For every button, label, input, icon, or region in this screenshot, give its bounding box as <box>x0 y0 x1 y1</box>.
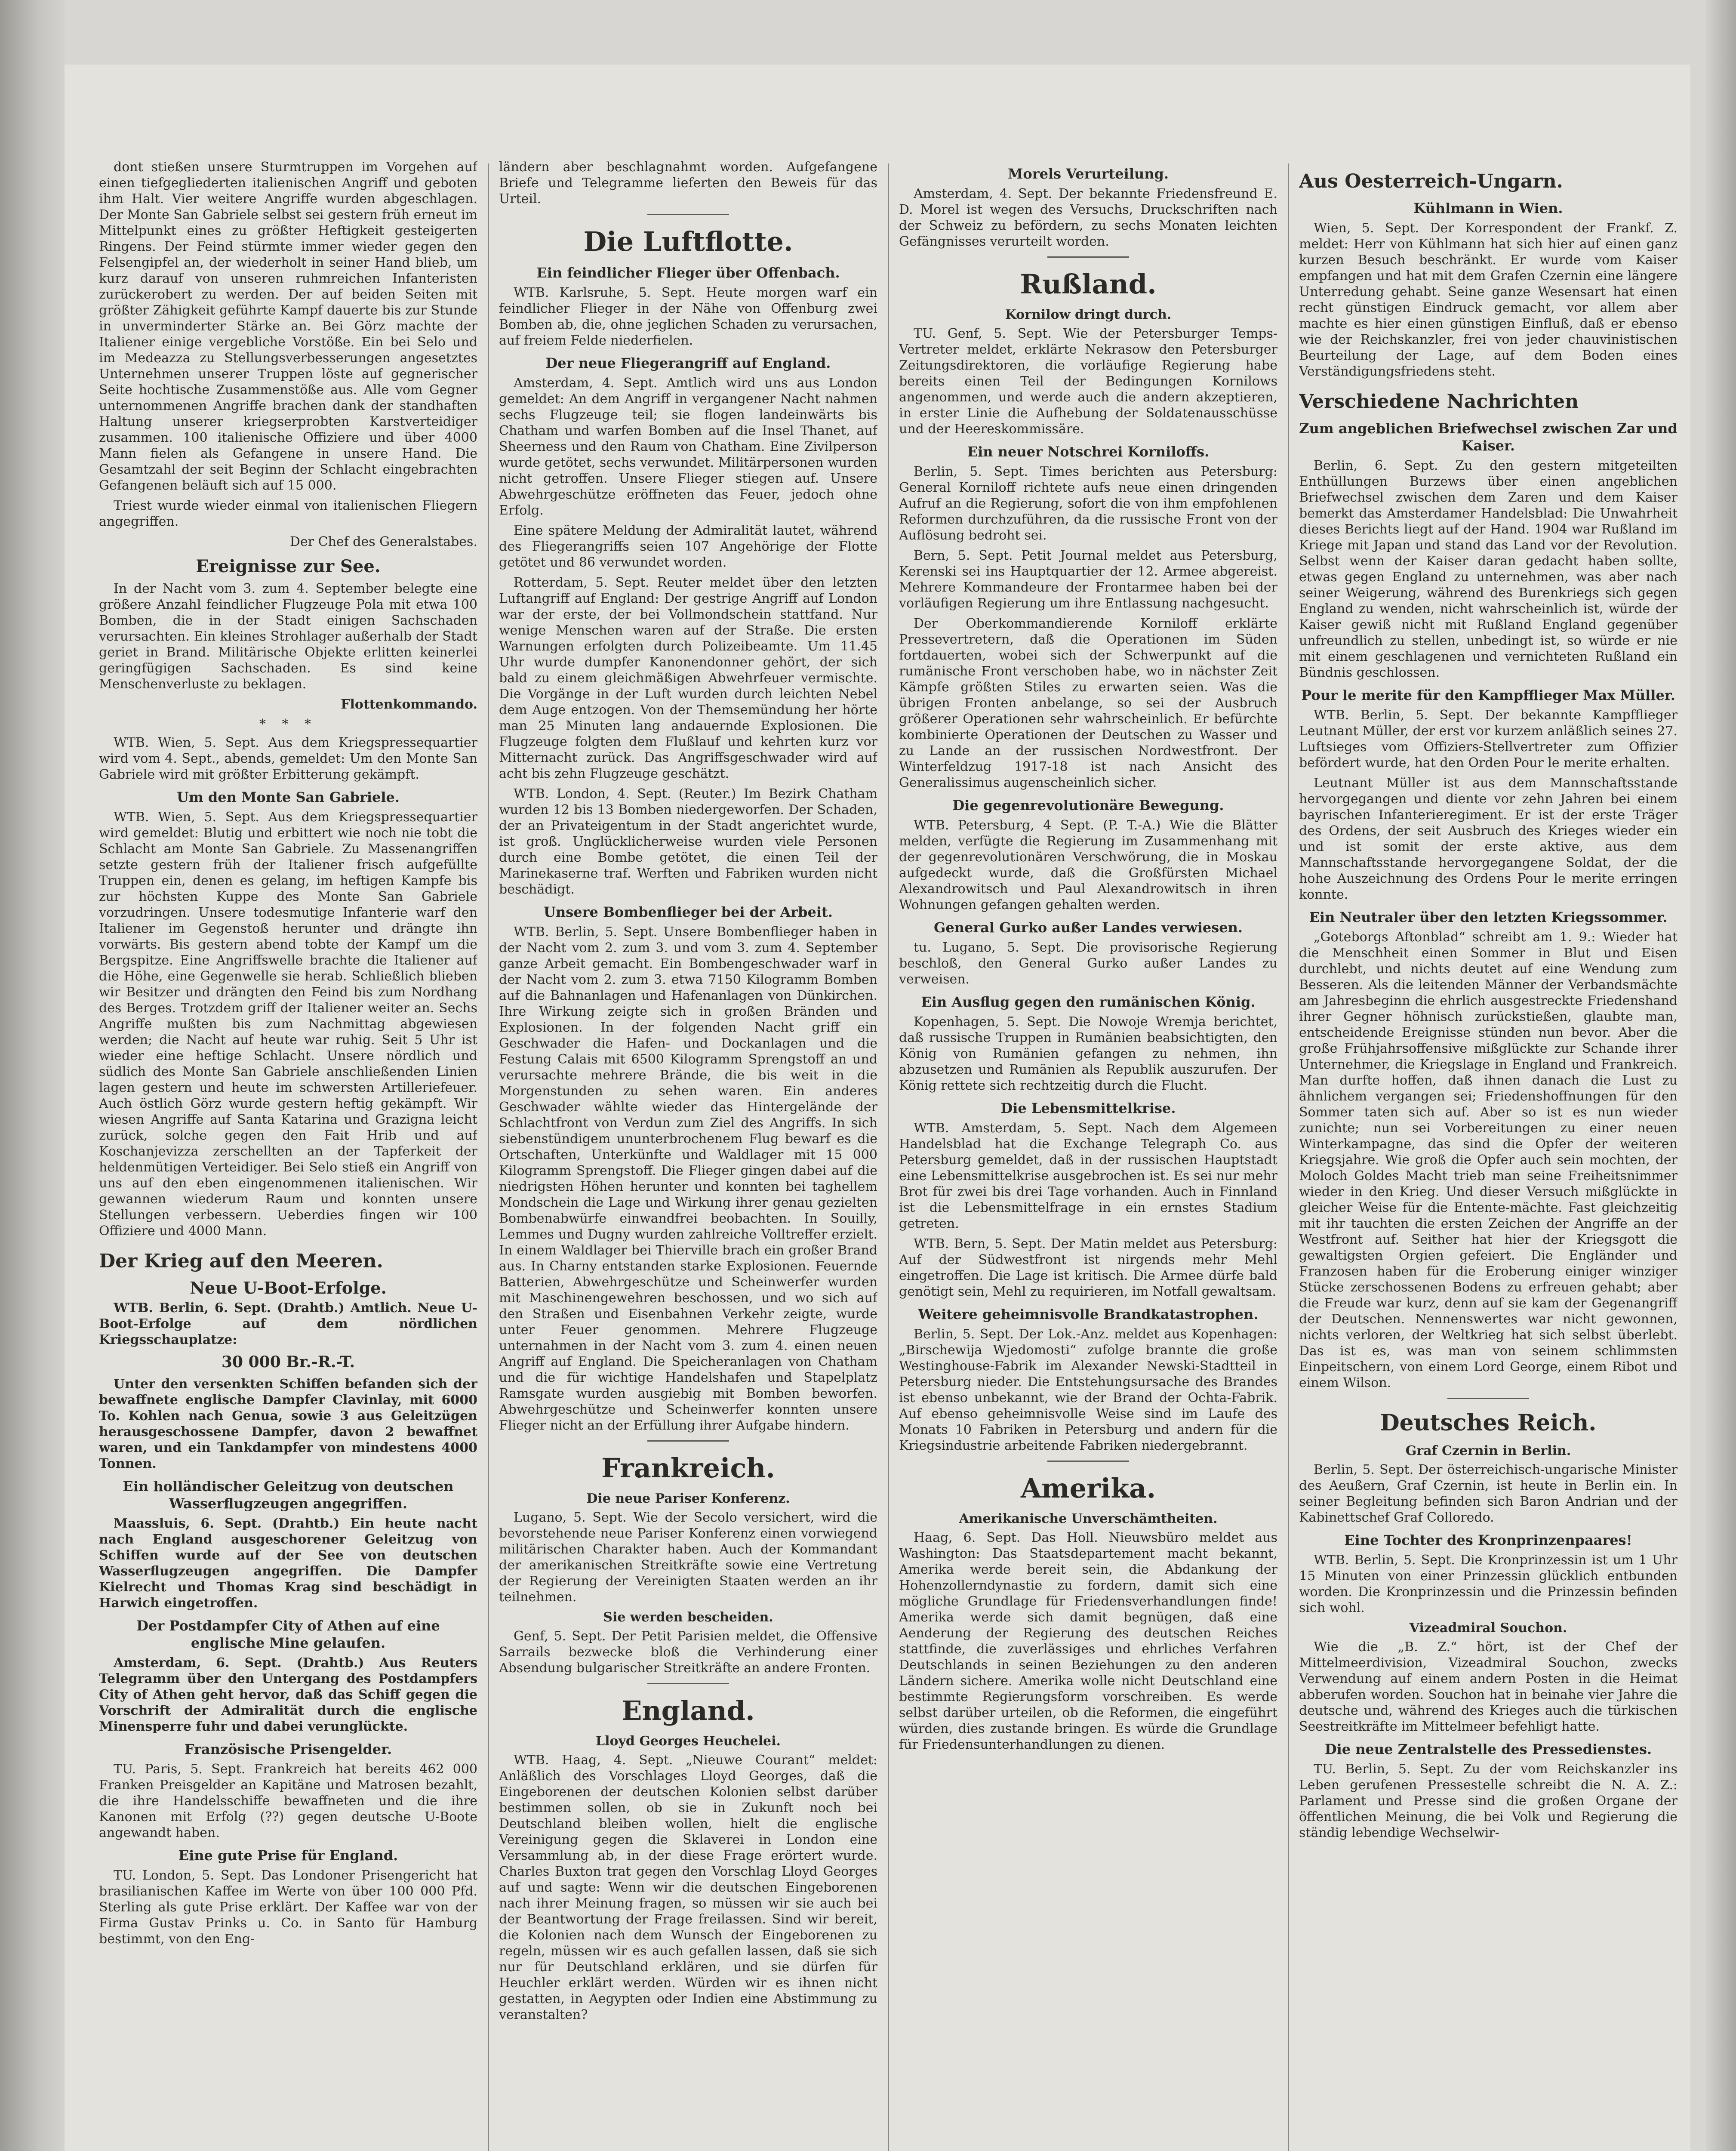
divider <box>647 214 729 215</box>
paragraph: Wie die „B. Z.“ hört, ist der Chef der Mittelmeerdivision, Vizeadmiral Souchon, zwecks Verwendung auf einem andern Posten in die Heimat abberufen worden. Souchon hat in beinahe vier Jahre die deutsche und, während des Krieges auch die türkischen Seestreitkräfte im Mittelmeer befehligt hatte. <box>1299 1639 1678 1734</box>
paragraph: Leutnant Müller ist aus dem Mannschaftsstande hervorgegangen und diente vor zehn Jahren bei einem bayrischen Infanterieregiment. Er ist der erste Träger des Ordens, der seit Ausbruch des Krieges wieder ein und ist somit der erste aktive, aus dem Mannschaftsstande hervorgegangene Soldat, der die hohe Auszeichnung des Ordens Pour le merite erringen konnte. <box>1299 776 1678 902</box>
article-heading: Zum angeblichen Briefwechsel zwischen Zar und Kaiser. <box>1299 420 1678 454</box>
separator-stars: * * * <box>259 717 317 732</box>
paragraph: Unter den versenkten Schiffen befanden sich der bewaffnete englische Dampfer Clavinlay, mit 6000 To. Kohlen nach Genua, sowie 3 aus Geleitzügen herausgeschossene Dampfer, davon 2 bewaffnet waren, und ein Tankdampfer von mindestens 4000 Tonnen. <box>99 1377 477 1471</box>
article-heading: Eine gute Prise für England. <box>178 1847 398 1864</box>
paragraph: Berlin, 5. Sept. Der österreichisch-ungarische Minister des Aeußern, Graf Czernin, ist heute in Berlin ein. In seiner Begleitung befinden sich Baron Andrian und der Kabinettschef Graf Colloredo. <box>1299 1462 1678 1525</box>
paragraph: Berlin, 5. Sept. Der Lok.-Anz. meldet aus Kopenhagen: „Birschewija Wjedomosti“ zufolge brannte die große Westinghouse-Fabrik im Alexander Newski-Stadtteil in Petersburg nieder. Die Entstehungsursache des Brandes ist ebenso unbekannt, wie der Brand der Ochta-Fabrik. Auf ebenso geheimnisvolle Weise sind im Laufe des Monats 10 Fabriken in Petersburg und andern für die Kriegsindustrie arbeitende Fabriken niedergebrannt. <box>899 1327 1277 1453</box>
section-heading: Frankreich. <box>601 1452 775 1484</box>
paragraph: In der Nacht vom 3. zum 4. September belegte eine größere Anzahl feindlicher Flugzeuge Pola mit etwa 100 Bomben, die in der Stadt einigen Sachschaden verursachten. Ein kleines Strohlager außerhalb der Stadt geriet in Brand. Militärische Objekte erlitten keinerlei geringfügigen Sachschaden. Es sind keine Menschenverluste zu beklagen. <box>99 581 477 692</box>
article-heading: Die neue Pariser Konferenz. <box>586 1491 790 1506</box>
section-heading: England. <box>622 1695 755 1726</box>
section-heading: Die Luftflotte. <box>583 226 793 257</box>
paragraph: WTB. Berlin, 6. Sept. (Drahtb.) Amtlich. Neue U-Boot-Erfolge auf dem nördlichen Kriegsschauplatze: <box>99 1300 477 1347</box>
article-heading: Weitere geheimnisvolle Brandkatastrophen. <box>918 1306 1259 1322</box>
article-heading: Der Postdampfer City of Athen auf eine englische Mine gelaufen. <box>136 1618 440 1651</box>
paragraph: Kopenhagen, 5. Sept. Die Nowoje Wremja berichtet, daß russische Truppen in Rumänien beabsichtigten, den König von Rumänien gefangen zu nehmen, ihn abzusetzen und Rumänien als Republik auszurufen. Der König rettete sich rechtzeitig durch die Flucht. <box>899 1014 1277 1093</box>
scan-left-edge <box>0 0 65 2151</box>
section-heading: Amerika. <box>1020 1473 1156 1504</box>
article-heading: Eine Tochter des Kronprinzenpaares! <box>1344 1532 1632 1548</box>
column-4 <box>1299 159 1678 2151</box>
article-heading: Vizeadmiral Souchon. <box>1409 1621 1567 1636</box>
paragraph: WTB. Bern, 5. Sept. Der Matin meldet aus Petersburg: Auf der Südwestfront ist nirgends mehr Mehl eingetroffen. Die Lage ist kritisch. Die Armee dürfe bald genötigt sein, Mehl zu requirieren, im Notfall gewaltsam. <box>899 1236 1277 1299</box>
divider <box>1447 1398 1529 1399</box>
paragraph: ländern aber beschlagnahmt worden. Aufgefangene Briefe und Telegramme lieferten den Beweis für das Urteil. <box>499 160 877 206</box>
column-rule <box>488 163 489 2151</box>
paragraph: Haag, 6. Sept. Das Holl. Nieuwsbüro meldet aus Washington: Das Staatsdepartement macht bekannt, Amerika werde bereit sein, die Abdankung der Hohenzollerndynastie zu fordern, damit sich eine mögliche Grundlage für Friedensverhandlungen finde! Amerika werde sich damit begnügen, daß eine Aenderung der Regierung des deutschen Reiches stattfinde, die zuverlässiges und ehrliches Verfahren Deutschlands in seinen Beziehungen zu den anderen Ländern sichere. Amerika wolle nicht Deutschland eine bestimmte Regierungsform vorschreiben. Es werde selbst darüber urteilen, ob die Reformen, die eingeführt würden, dies zustande bringen. Es würde die Grundlage für Friedensunterhandlungen zu dienen. <box>899 1530 1277 1752</box>
tonnage-figure: 30 000 Br.-R.-T. <box>222 1353 355 1371</box>
column-rule <box>888 163 889 2151</box>
article-heading: Kornilow dringt durch. <box>1005 307 1172 322</box>
paragraph: Maassluis, 6. Sept. (Drahtb.) Ein heute nacht nach England ausgeschorener Geleitzug von Schiffen wurde auf der See von deutschen Wasserflugzeugen angegriffen. Die Dampfer Kielrecht und Thomas Krag sind beschädigt in Harwich eingetroffen. <box>99 1516 477 1611</box>
paragraph: Rotterdam, 5. Sept. Reuter meldet über den letzten Luftangriff auf England: Der gestrige Angriff auf London war der erste, der bei Vollmondschein stattfand. Nur wenige Menschen waren auf der Straße. Die ersten Warnungen erfolgten durch Polizeibeamte. Um 11.45 Uhr wurde dumpfer Kanonendonner gehört, der sich bald zu einem gleichmäßigen Abwehrfeuer vermischte. Die Vorgänge in der Luft wurden durch leichten Nebel dem Auge entzogen. Von der Themsemündung her hörte man 25 Minuten lang andauernde Explosionen. Die Flugzeuge folgten dem Flußlauf und kehrten kurz vor Mitternacht zurück. Das Angriffsgeschwader wird auf acht bis zehn Flugzeuge geschätzt. <box>499 575 877 781</box>
article-heading: Der neue Fliegerangriff auf England. <box>545 355 831 371</box>
paragraph: „Goteborgs Aftonblad“ schreibt am 1. 9.: Wieder hat die Menschheit einen Sommer in Blut und Eisen durchlebt, und nichts deutet auf eine Wendung zum Besseren. Als die leitenden Männer der Verbandsmächte am Jahresbeginn die ehrlich ausgestreckte Friedenshand ihrer Gegner höhnisch zurückstießen, glaubte man, entscheidende Ereignisse stünden nun bevor. Aber die große Frühjahrsoffensive mißglückte zur Schande ihrer Unternehmer, die Kriegslage in England und Frankreich. Man durfte hoffen, daß ihnen danach die Lust zu ähnlichem vergangen sei; Friedenshoffnungen für den Sommer taten sich auf. Aber so ist es nun wieder zunichte; nun sei Vorbereitungen zu einer neuen Winterkampagne, das sind die Opfer der weiteren Kriegsjahre. Wie groß die Opfer auch sein mochten, der Moloch Goldes Macht trieb man seine Freiheitsnimmer wieder in den Krieg. Und dieser Versuch mißglückte in gleicher Weise für die Entente-mächte. Fast gleichzeitig mit ihr tauchten die ersten Zeichen der Angriffe an der Westfront auf. Seither hat hier der Kriegsgott die gewaltigsten Orgien gefeiert. Die Engländer und Franzosen haben für die Eroberung einiger winziger Stücke zerschossenen Bodens zu erfreuen gehabt; aber die Freude war kurz, denn auf sie kam der Gegenangriff der Deutschen. Nennenswertes war nicht gewonnen, nichts verloren, der Weltkrieg hat sich selbst überlebt. Das ist es, was man von seinem schlimmsten Einpeitschern, von einem Lord George, einem Ribot und einem Wilson. <box>1299 930 1678 1390</box>
article-heading: Um den Monte San Gabriele. <box>176 789 400 805</box>
paragraph: Eine spätere Meldung der Admiralität lautet, während des Fliegerangriffs seien 107 Angehörige der Flotte getötet und 86 verwundet worden. <box>499 523 877 570</box>
article-heading: Neue U-Boot-Erfolge. <box>190 1278 387 1297</box>
section-heading: Aus Oesterreich-Ungarn. <box>1299 170 1563 192</box>
paragraph: Genf, 5. Sept. Der Petit Parisien meldet, die Offensive Sarrails bezwecke bloß die Verhinderung einer Absendung bulgarischer Streitkräfte an andere Fronten. <box>499 1629 877 1676</box>
paragraph: dont stießen unsere Sturmtruppen im Vorgehen auf einen tiefgegliederten italienischen Angriff und geboten ihm Halt. Vier weitere Angriffe wurden abgeschlagen. Der Monte San Gabriele selbst sei gestern früh erneut im Mittelpunkt eines zu größter Heftigkeit gesteigerten Ringens. Der Feind stürmte immer wieder gegen den Felsengipfel an, der wiederholt in seiner Hand blieb, um kurz darauf von unseren ruhmreichen Infanteristen zurückerobert zu werden. Der auf beiden Seiten mit größter Zähigkeit geführte Kampf dauerte bis zur Stunde in unverminderter Stärke an. Bei Görz machte der Italiener einige vergebliche Vorstöße. Ein bei Selo und im Medeazza zu Stellungsverbesserungen angesetztes Unternehmen unserer Truppen löste auf gegnerischer Seite hochtische Zusammenstöße aus. Alle vom Gegner unternommenen Angriffe brachen dank der standhaften Haltung unserer kriegserprobten Karstverteidiger zusammen. 100 italienische Offiziere und über 4000 Mann fielen als Gefangene in unsere Hand. Die Gesamtzahl der seit Beginn der Schlacht eingebrachten Gefangenen beläuft sich auf 15 000. <box>99 160 477 493</box>
paragraph: Bern, 5. Sept. Petit Journal meldet aus Petersburg, Kerenski sei ins Hauptquartier der 12. Armee abgereist. Mehrere Kommandeure der Frontarmee haben bei der vorläufigen Regierung um ihre Entlassung nachgesucht. <box>899 548 1277 611</box>
paragraph: WTB. Berlin, 5. Sept. Unsere Bombenflieger haben in der Nacht vom 2. zum 3. und vom 3. zum 4. September ganze Arbeit gemacht. Ein Bombengeschwader warf in der Nacht vom 2. zum 3. etwa 7150 Kilogramm Bomben auf die Bahnanlagen und Hafenanlagen von Dünkirchen. Ihre Wirkung zeigte sich in großen Bränden und Explosionen. In der folgenden Nacht griff ein Geschwader die Hafen- und Dockanlagen und die Festung Calais mit 6500 Kilogramm Sprengstoff an und verursachte mehrere Brände, die bis weit in die Morgenstunden zu sehen waren. Ein anderes Geschwader wählte wieder das Hintergelände der Schlachtfront von Verdun zum Ziel des Angriffs. In sich siebenstündigem ununterbrochenem Flug bewarf es die Ortschaften, Unterkünfte und Waldlager mit 15 000 Kilogramm Sprengstoff. Die Flieger gingen dabei auf die niedrigsten Höhen herunter und konnten bei taghellem Mondschein die Lage und Wirkung ihrer genau gezielten Bombenabwürfe einwandfrei beobachten. In Souilly, Lemmes und Dugny wurden zahlreiche Volltreffer erzielt. In einem Waldlager bei Thierville brach ein großer Brand aus. In Charny entstanden starke Explosionen. Feuernde Batterien, Abwehrgeschütze und Scheinwerfer wurden mit Maschinengewehren beschossen, und wo sich auf den Straßen und Eisenbahnen Verkehr zeigte, wurde unter Feuer genommen. Mehrere Flugzeuge unternahmen in der Nacht vom 3. zum 4. einen neuen Angriff auf England. Die Speicheranlagen von Chatham und die für wichtige Handelshafen und Stapelplatz Ramsgate wurden ausgiebig mit Bomben beworfen. Abwehrgeschütze und Scheinwerfer konnten unsere Flieger nicht an der Erfüllung ihrer Aufgabe hindern. <box>499 924 877 1433</box>
signature: Flottenkommando. <box>341 697 477 712</box>
article-heading: Ein Neutraler über den letzten Kriegssommer. <box>1309 909 1668 925</box>
section-heading: Ereignisse zur See. <box>196 556 381 576</box>
paragraph: WTB. Haag, 4. Sept. „Nieuwe Courant“ meldet: Anläßlich des Vorschlages Lloyd Georges, daß die Eingeborenen der deutschen Kolonien selbst darüber bestimmen sollen, ob sie in Zukunft noch bei Deutschland bleiben wollen, hielt die englische Vereinigung gegen die Sklaverei in London eine Versammlung ab, in der diese Frage erörtert wurde. Charles Buxton trat gegen den Vorschlag Lloyd Georges auf und sagte: Wenn wir die deutschen Eingeborenen nach ihrer Meinung fragen, so müssen wir sie auch bei der Beantwortung der Frage freilassen. Sind wir bereit, die Kolonien nach dem Wunsch der Eingeborenen zu regeln, müssen wir es auch gefallen lassen, daß sie sich nur für Deutschland erklären, und sie dürfen für Heuchler erklärt werden. Würden wir es ihnen nicht gestatten, in Aegypten oder Indien eine Abstimmung zu veranstalten? <box>499 1753 877 2022</box>
article-heading: Die gegenrevolutionäre Bewegung. <box>952 797 1224 814</box>
paragraph: WTB. Wien, 5. Sept. Aus dem Kriegspressequartier wird gemeldet: Blutig und erbittert wie noch nie tobt die Schlacht am Monte San Gabriele. Zu Massenangriffen setzte gestern früh der Italiener frisch aufgefüllte Truppen ein, denen es gelang, im heftigen Kampfe bis zur höchsten Kuppe des Monte San Gabriele vorzudringen. Unsere todesmutige Infanterie warf den Italiener im Gegenstoß herunter und drängte ihn vorwärts. Bis gestern abend tobte der Kampf um die Bergspitze. Eine Angriffswelle brachte die Italiener auf die Höhe, eine Gegenwelle sie herab. Schließlich blieben wir Besitzer und drängten den Feind bis zum Nordhang des Berges. Trotzdem griff der Italiener weiter an. Sechs Angriffe mußten bis zum Nachmittag abgewiesen werden; die Nacht auf heute war ruhig. Seit 5 Uhr ist wieder eine heftige Schlacht. Unsere nördlich und südlich des Monte San Gabriele anschließenden Linien lagen gestern und heute im schwersten Artilleriefeuer. Auch östlich Görz wurde gestern heftig gekämpft. Wir wiesen Angriffe auf Santa Katarina und Grazigna leicht zurück, solche gegen den Fait Hrib und auf Koschanjevizza zerschellten an der Tapferkeit der heldenmütigen Verteidiger. Bei Selo stieß ein Angriff von uns auf den eben eingenommenen italienischen. Wir gewannen wiederum Raum und konnten unsere Stellungen verbessern. Ueberdies fingen wir 100 Offiziere und 4000 Mann. <box>99 810 477 1239</box>
scan-right-edge <box>1706 0 1736 2151</box>
signature: Der Chef des Generalstabes. <box>289 534 477 549</box>
paragraph: WTB. Berlin, 5. Sept. Die Kronprinzessin ist um 1 Uhr 15 Minuten von einer Prinzessin glücklich entbunden worden. Die Kronprinzessin und die Prinzessin befinden sich wohl. <box>1299 1553 1678 1615</box>
article-heading: Ein feindlicher Flieger über Offenbach. <box>536 265 840 281</box>
paragraph: WTB. Karlsruhe, 5. Sept. Heute morgen warf ein feindlicher Flieger in der Nähe von Offenburg zwei Bomben ab, die, ohne jeglichen Schaden zu verursachen, auf freiem Felde niederfielen. <box>499 285 877 348</box>
paragraph: WTB. Amsterdam, 5. Sept. Nach dem Algemeen Handelsblad hat die Exchange Telegraph Co. aus Petersburg gemeldet, daß in der russischen Hauptstadt eine Lebensmittelkrise ausgebrochen ist. Es sei nur mehr Brot für zwei bis drei Tage vorhanden. Auch in Finnland ist die Lebensmittelfrage in ein ernstes Stadium getreten. <box>899 1121 1277 1231</box>
paragraph: Triest wurde wieder einmal von italienischen Fliegern angegriffen. <box>99 498 477 529</box>
paragraph: WTB. London, 4. Sept. (Reuter.) Im Bezirk Chatham wurden 12 bis 13 Bomben niedergeworfen. Der Schaden, der an Privateigentum in der Stadt angerichtet wurde, ist groß. Unglücklicherweise wurden viele Personen durch eine Bombe getötet, die einen Teil der Marinekaserne traf. Werften und Fabriken wurden nicht beschädigt. <box>499 786 877 897</box>
paragraph: WTB. Berlin, 5. Sept. Der bekannte Kampfflieger Leutnant Müller, der erst vor kurzem anläßlich seines 27. Luftsieges vom Offiziers-Stellvertreter zum Offizier befördert wurde, hat den Orden Pour le merite erhalten. <box>1299 708 1678 770</box>
divider <box>647 1440 729 1442</box>
divider <box>1047 1461 1129 1462</box>
article-heading: Französische Prisengelder. <box>184 1741 392 1757</box>
paragraph: WTB. Wien, 5. Sept. Aus dem Kriegspressequartier wird vom 4. Sept., abends, gemeldet: Um den Monte San Gabriele wird mit größter Erbitterung gekämpft. <box>99 735 477 782</box>
column-rule <box>1288 163 1289 2151</box>
section-heading: Der Krieg auf den Meeren. <box>99 1250 383 1272</box>
paragraph: Berlin, 6. Sept. Zu den gestern mitgeteilten Enthüllungen Burzews über einen angeblichen Briefwechsel zwischen dem Zaren und dem Kaiser bemerkt das Amsterdamer Handelsblad: Die Unwahrheit dieses Berichts liegt auf der Hand. 1904 war Rußland im Kriege mit Japan und stand das Land vor der Revolution. Selbst wenn der Kaiser daran gedacht haben sollte, etwas gegen England zu unternehmen, was aber nach seiner Weigerung, während des Burenkriegs sich gegen England zu wenden, nicht wahrscheinlich ist, würde der Kaiser gewiß nicht mit Rußland England gegenüber unfreundlich zu stellen, unbedingt ist, so würde er nie mit einem geschlagenen und vernichteten Rußland ein Bündnis geschlossen. <box>1299 458 1678 680</box>
paragraph: Lugano, 5. Sept. Wie der Secolo versichert, wird die bevorstehende neue Pariser Konferenz einen vorwiegend militärischen Charakter haben. Auch der Kommandant der amerikanischen Streitkräfte sowie eine Vertretung der Regierung der Vereinigten Staaten werden an ihr teilnehmen. <box>499 1510 877 1605</box>
paragraph: TU. London, 5. Sept. Das Londoner Prisengericht hat brasilianischen Kaffee im Werte von über 100 000 Pfd. Sterling als gute Prise erklärt. Der Kaffee war von der Firma Gustav Prinks u. Co. in Santo für Hamburg bestimmt, von den Eng- <box>99 1868 477 1947</box>
article-heading: Amerikanische Unverschämtheiten. <box>959 1511 1218 1526</box>
article-heading: Die Lebensmittelkrise. <box>1000 1100 1176 1116</box>
paragraph: Wien, 5. Sept. Der Korrespondent der Frankf. Z. meldet: Herr von Kühlmann hat sich hier auf einen ganz kurzen Besuch beschränkt. Er wurde vom Kaiser empfangen und hat mit dem Grafen Czernin eine längere Unterredung gehabt. Seine ganze Wesensart hat einen recht günstigen Eindruck gemacht, vor allem aber machte es hier einen günstigen Einfluß, daß er ebenso wie der Reichskanzler, frei von jeder chauvinistischen Beurteilung der Lage, auf dem Boden eines Verständigungsfriedens steht. <box>1299 221 1678 379</box>
article-heading: General Gurko außer Landes verwiesen. <box>933 919 1243 936</box>
section-heading: Rußland. <box>1020 268 1157 300</box>
divider <box>1047 256 1129 258</box>
column-3 <box>899 159 1277 2151</box>
paragraph: WTB. Petersburg, 4 Sept. (P. T.-A.) Wie die Blätter melden, verfügte die Regierung im Zusammenhang mit der gegenrevolutionären Verschwörung, die in Moskau aufgedeckt wurde, daß die Großfürsten Michael Alexandrowitsch und Paul Alexandrowitsch in ihren Wohnungen gefangen gehalten werden. <box>899 818 1277 912</box>
article-heading: Ein Ausflug gegen den rumänischen König. <box>921 994 1256 1010</box>
paragraph: Amsterdam, 4. Sept. Amtlich wird uns aus London gemeldet: An dem Angriff in vergangener Nacht nahmen sechs Flugzeuge teil; sie flogen landeinwärts bis Chatham und warfen Bomben auf die Insel Thanet, auf Sheerness und den Raum von Chatham. Eine Zivilperson wurde getötet, sechs verwundet. Militärpersonen wurden nicht getroffen. Unsere Flieger stiegen auf. Unsere Abwehrgeschütze eröffneten das Feuer, jedoch ohne Erfolg. <box>499 376 877 518</box>
article-heading: Pour le merite für den Kampfflieger Max Müller. <box>1301 687 1675 703</box>
paragraph: Der Oberkommandierende Korniloff erklärte Pressevertretern, daß die Operationen im Süden fortdauerten, wobei sich der Schwerpunkt auf die rumänische Front verschoben habe, wo in nächster Zeit Kämpfe größten Stiles zu erwarten seien. Was die übrigen Fronten anbelange, so sei der Ausbruch größerer Operationen sehr wahrscheinlich. Er befürchte kombinierte Operationen der Deutschen zu Wasser und zu Lande an der russischen Nordwestfront. Der Winterfeldzug 1917-18 ist nach Ansicht des Generalissimus augenscheinlich sicher. <box>899 616 1277 790</box>
article-heading: Graf Czernin in Berlin. <box>1405 1443 1571 1458</box>
divider <box>647 1683 729 1684</box>
column-1 <box>99 159 477 2151</box>
section-heading: Deutsches Reich. <box>1380 1410 1597 1436</box>
column-2 <box>499 159 877 2151</box>
article-heading: Morels Verurteilung. <box>1007 166 1169 182</box>
article-heading: Ein neuer Notschrei Korniloffs. <box>967 444 1210 460</box>
article-heading: Die neue Zentralstelle des Pressedienstes. <box>1324 1741 1652 1757</box>
paragraph: Berlin, 5. Sept. Times berichten aus Petersburg: General Korniloff richtete aufs neue einen dringenden Aufruf an die Regierung, sofort die von ihm empfohlenen Reformen durchzuführen, da die russische Front von der Auflösung bedroht sei. <box>899 464 1277 543</box>
paragraph: Amsterdam, 6. Sept. (Drahtb.) Aus Reuters Telegramm über den Untergang des Postdampfers City of Athen geht hervor, daß das Schiff gegen die Vorschrift der Admiralität durch die englische Minensperre fuhr und dabei verunglückte. <box>99 1655 477 1734</box>
article-heading: Kühlmann in Wien. <box>1413 200 1563 216</box>
article-heading: Ein holländischer Geleitzug von deutschen Wasserflugzeugen angegriffen. <box>123 1478 454 1512</box>
article-heading: Unsere Bombenflieger bei der Arbeit. <box>544 904 833 920</box>
article-heading: Lloyd Georges Heuchelei. <box>595 1734 781 1749</box>
article-heading: Sie werden bescheiden. <box>603 1610 773 1625</box>
paragraph: Amsterdam, 4. Sept. Der bekannte Friedensfreund E. D. Morel ist wegen des Versuchs, Druckschriften nach der Schweiz zu befördern, zu sechs Monaten leichten Gefängnisses verurteilt worden. <box>899 186 1277 249</box>
section-heading: Verschiedene Nachrichten <box>1299 391 1579 413</box>
paragraph: TU. Berlin, 5. Sept. Zu der vom Reichskanzler ins Leben gerufenen Pressestelle schreibt die N. A. Z.: Parlament und Presse sind die großen Organe der öffentlichen Meinung, die bei Volk und Regierung die ständig lebendige Wechselwir- <box>1299 1762 1678 1840</box>
paragraph: tu. Lugano, 5. Sept. Die provisorische Regierung beschloß, den General Gurko außer Landes zu verweisen. <box>899 940 1277 987</box>
newspaper-page <box>65 65 1690 2151</box>
paragraph: TU. Paris, 5. Sept. Frankreich hat bereits 462 000 Franken Preisgelder an Kapitäne und Matrosen bezahlt, die ihre Handelsschiffe bewaffneten und die ihre Kanonen mit Erfolg (??) gegen deutsche U-Boote angewandt haben. <box>99 1762 477 1840</box>
paragraph: TU. Genf, 5. Sept. Wie der Petersburger Temps-Vertreter meldet, erklärte Nekrasow den Petersburger Zeitungsdirektoren, die vorläufige Regierung habe bereits einen Teil der Bedingungen Kornilows angenommen, und werde auch die andern akzeptieren, in erster Linie die Aufhebung der Soldatenausschüsse und der Heereskommissäre. <box>899 326 1277 437</box>
